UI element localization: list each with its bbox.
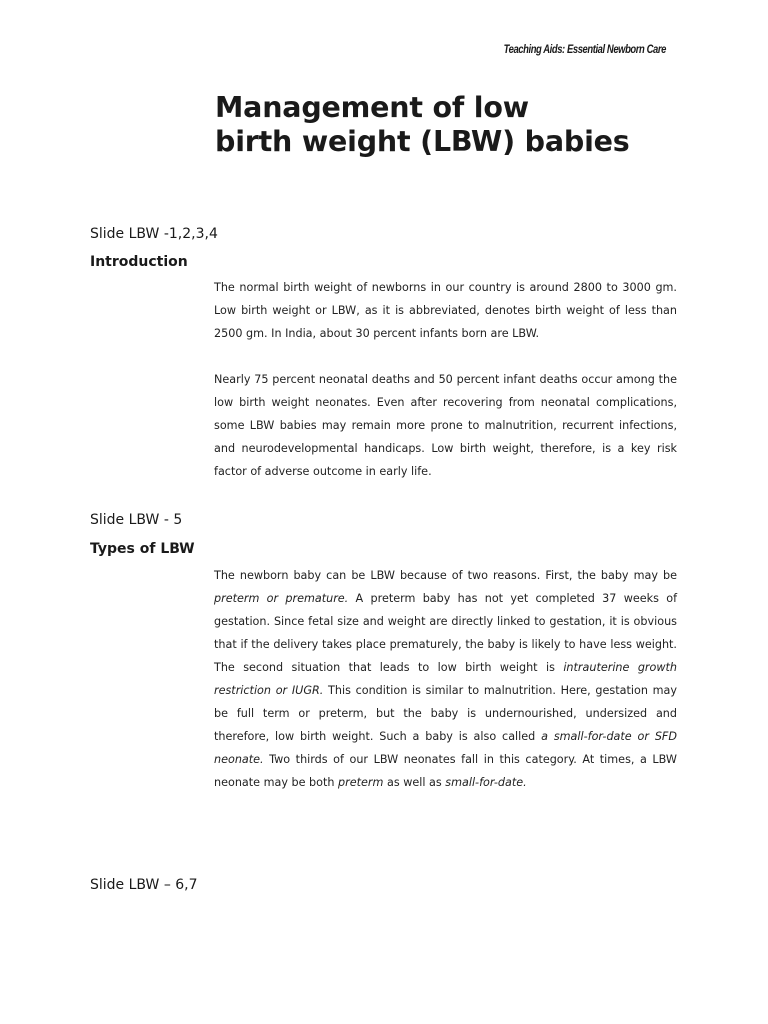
types-text-2: A preterm baby has not yet completed 37 weeks of gestation. Since fetal size and weight are directly linked to gestation, it is obvious that if the delivery takes place prematurely, the baby is likely to have less weight. The second situation that leads to low birth weight is — [214, 592, 678, 674]
types-text-4: Two thirds of our LBW neonates fall in this category. At times, a LBW neonate may be both — [214, 753, 677, 789]
types-text-5: as well as — [383, 776, 446, 789]
section-heading-introduction: Introduction — [90, 254, 188, 270]
types-text-1: The newborn baby can be LBW because of two reasons. First, the baby may be — [214, 569, 677, 582]
slide-label-next: Slide LBW – 6,7 — [90, 877, 198, 893]
slide-label-types: Slide LBW - 5 — [90, 512, 183, 528]
types-text-3: This condition is similar to malnutrition. Here, gestation may be full term or preterm, but the baby is undernourished, undersized and therefore, low birth weight. Such a baby is also called — [214, 684, 677, 743]
term-iugr: intrauterine growth restriction or IUGR. — [214, 661, 677, 697]
running-header: Teaching Aids: Essential Newborn Care — [503, 44, 666, 56]
types-paragraph — [214, 564, 677, 794]
intro-paragraph-1: The normal birth weight of newborns in our country is around 2800 to 3000 gm. Low birth weight or LBW, as it is abbreviated, denotes birth weight of less than 2500 gm. In India, about 30 percent infants born are LBW. — [214, 281, 677, 340]
page-title — [215, 91, 630, 159]
term-preterm-or-premature: preterm or premature. — [214, 592, 349, 605]
section-heading-types-of-lbw: Types of LBW — [90, 541, 195, 557]
term-preterm: preterm — [338, 776, 384, 789]
page-title-line-2: birth weight (LBW) babies — [215, 125, 630, 159]
slide-label-intro: Slide LBW -1,2,3,4 — [90, 226, 218, 242]
term-sfd-neonate: a small-for-date or SFD neonate. — [214, 730, 677, 766]
page-title-line-1: Management of low — [215, 91, 529, 124]
term-small-for-date: small-for-date. — [445, 776, 527, 789]
intro-paragraph-2: Nearly 75 percent neonatal deaths and 50 percent infant deaths occur among the low birth weight neonates. Even after recovering from neonatal complications, some LBW babies may remain more prone to malnutrition, recurrent infections, and neurodevelopmental handicaps. Low birth weight, therefore, is a key risk factor of adverse outcome in early life. — [214, 373, 677, 478]
